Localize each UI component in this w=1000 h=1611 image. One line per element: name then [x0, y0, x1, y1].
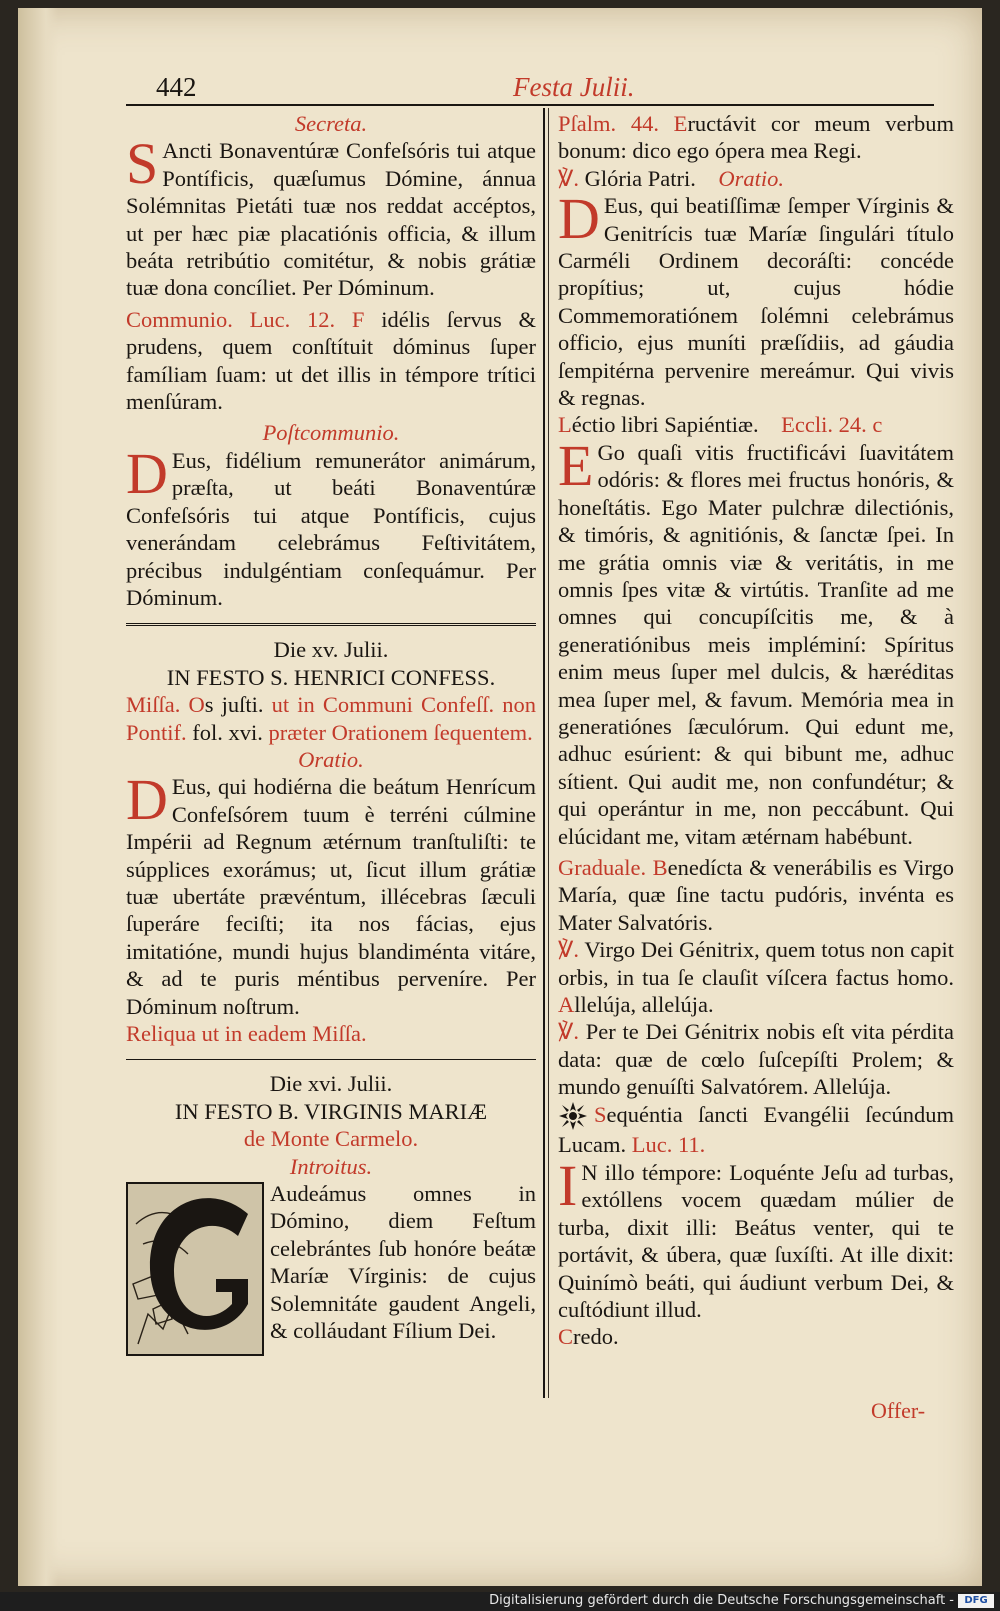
page-number: 442 — [156, 72, 197, 102]
drop-cap-e: E — [558, 432, 594, 498]
section-divider — [126, 623, 536, 626]
running-title: Festa Julii. — [513, 72, 635, 102]
communio-paragraph — [126, 306, 536, 416]
running-head — [118, 70, 922, 104]
postcommunio-text: Eus, fidélium remunerátor animárum, præſta, ut beáti Bonaventúræ Confeſsóris tui atque Pontíficis, cujus venerándam celebrámus Feſtivitátem, précibus indulgéntiam conſequámur. Per Dóminum. — [126, 447, 536, 610]
left-column — [126, 110, 536, 1356]
header-rule — [126, 104, 934, 106]
missa-line — [126, 691, 536, 746]
graduale-label: Graduale. B — [558, 854, 668, 880]
versicle-symbol-2: ℣. — [558, 1019, 580, 1045]
communio-label: Communio. Luc. 12. F — [126, 306, 365, 332]
versicle-symbol: ℣. — [558, 165, 580, 191]
alleluia-text: llelúja, allelúja. — [574, 992, 714, 1017]
lectio-text: éctio libri Sapiéntiæ. — [571, 412, 759, 438]
alleluia-cap: A — [558, 992, 575, 1017]
postcommunio-heading: Poſtcommunio. — [262, 420, 400, 446]
woodcut-initial-g — [126, 1182, 264, 1356]
oratio-text-right: Eus, qui beatiſſimæ ſemper Vírginis & Genitrícis tuæ Maríæ ſingulári título Carméli Ordinem decoráſti: concéde propítius; ut, cujus hódie Commemoratiónem ſolémni celebrámus officio, ejus muníti præſídiis, ad gáudia ſempitérna pervenire mereámur. Qui vivis & regnas. — [558, 193, 954, 411]
feast-title-henrici: IN FESTO S. HENRICI CONFESS. — [166, 664, 496, 690]
missa-label: Miſſa. O — [126, 692, 205, 718]
psalm-text: ructávit cor meum verbum bonum: dico ego ópera mea Regi. — [558, 111, 955, 164]
gloria-text: Glória Patri. — [584, 165, 696, 191]
drop-cap-s: S — [126, 131, 159, 197]
sequentia-reference: Luc. 11. — [631, 1132, 706, 1158]
versicle-1-text: Virgo Dei Génitrix, quem totus non capit orbis, in tua ſe clauſit víſcera factus homo. — [558, 937, 954, 990]
oratio-paragraph-right — [558, 186, 954, 411]
communio-text: idélis ſervus & prudens, quem conſtítuit dóminus ſuper famíliam ſuam: ut det illis in témpore trítici menſúram. — [126, 306, 537, 415]
section-divider-2 — [126, 1059, 536, 1060]
sequentia-line — [558, 1101, 954, 1159]
right-column — [558, 110, 954, 1351]
versicle-2-text: Per te Dei Génitrix nobis eſt vita pérdita data: quæ de cœlo ſuſcepíſti Prolem; & mundo genuíſti Salvatórem. Allelúja. — [558, 1019, 955, 1100]
missa-folio: fol. xvi. — [192, 719, 263, 745]
gospel-text: N illo témpore: Loquénte Jeſu ad turbas, extóllens vocem quædam múlier de turba, dixit illi: Beátus venter, qui te portávit, & úbera, quæ ſuxíſti. At ille dixit: Quinímò beáti, qui áudiunt verbum Dei, & cuſtódiunt illud. — [558, 1159, 954, 1322]
secreta-paragraph — [126, 131, 536, 301]
secreta-heading: Secreta. — [294, 111, 368, 136]
sequentia-cap: S — [594, 1101, 607, 1127]
date-heading-xvi: Die xvi. Julii. — [269, 1071, 393, 1097]
drop-cap-d-2: D — [126, 767, 168, 833]
column-divider-inner — [548, 108, 549, 1398]
digitization-credit: Digitalisierung gefördert durch die Deutsche Forschungsgemeinschaft - — [489, 1593, 954, 1608]
secreta-text: Ancti Bonaventúræ Confeſsóris tui atque Pontíficis, quæſumus Dómine, ánnua Solémnitas Pietáti tuæ nos reddat accéptos, ut per hæc piæ placatiónis officia, & illum beáta retribútio comitétur, & nobis grátiæ tuæ dona concíliet. Per Dóminum. — [126, 138, 536, 301]
woodcut-image — [128, 1184, 262, 1354]
oratio-paragraph-left — [126, 767, 536, 1020]
missa-communi: ut in Communi Confeſſ. non Pontif. — [126, 692, 537, 745]
graduale-paragraph — [558, 854, 954, 936]
versicle-1 — [558, 936, 954, 1018]
book-page — [18, 8, 982, 1586]
credo-line — [558, 1323, 954, 1350]
gloria-line — [558, 165, 954, 192]
oratio-heading-right: Oratio. — [718, 165, 785, 191]
lectio-paragraph — [558, 432, 954, 850]
feast-title-mariae: IN FESTO B. VIRGINIS MARIÆ — [174, 1098, 488, 1124]
credo-text: redo. — [573, 1324, 619, 1350]
postcommunio-paragraph — [126, 440, 536, 611]
psalm-line — [558, 110, 954, 165]
drop-cap-i: I — [558, 1152, 578, 1218]
introitus-block — [126, 1180, 536, 1344]
gospel-paragraph — [558, 1152, 954, 1323]
feast-subtitle-carmelo: de Monte Carmelo. — [243, 1126, 419, 1152]
catchword: Offer- — [871, 1398, 926, 1423]
column-divider — [543, 108, 545, 1398]
oratio-heading-left: Oratio. — [298, 746, 364, 772]
oratio-text-left: Eus, qui hodiérna die beátum Henrícum Confeſsórem tuum è terréni cúlmine Impérii ad Regnum ætérnum tranſtuliſti: te súpplices exorámus; ut, ſicut illum grátiæ tuæ ubertáte prævéntum, illécebras ſæculi ſuperáre feciſti; ita nos fácias, ejus imitatióne, mundi hujus blandiménta vitáre, & ad te puris méntibus perveníre. Per Dóminum noſtrum. — [126, 774, 536, 1019]
credo-cap: C — [558, 1324, 574, 1350]
reliqua-note: Reliqua ut in eadem Miſſa. — [126, 1021, 367, 1046]
fleuron-ornament-icon — [558, 1101, 588, 1131]
lectio-cap: L — [558, 412, 572, 438]
versicle-2 — [558, 1018, 954, 1100]
drop-cap-d: D — [126, 440, 168, 506]
date-heading-xv: Die xv. Julii. — [273, 637, 389, 663]
dfg-logo: DFG — [958, 1594, 994, 1608]
versicle-symbol-1: ℣. — [558, 937, 580, 963]
lectio-line — [558, 411, 954, 438]
missa-praeter: præter Orationem ſequentem. — [268, 719, 533, 745]
psalm-label: Pſalm. 44. E — [558, 111, 688, 136]
page-gutter-shadow — [18, 8, 58, 1586]
lectio-body: Go quaſi vitis fructificávi ſuavitátem odóris: & flores mei fructus honóris, & honeſtátis. Ego Mater pulchræ dilectiónis, & timóris, & agnitiónis, & ſanctæ ſpei. In me grátia omnis viæ & veritátis, in me omnis ſpes vitæ & virtútis. Tranſite ad me omnes qui concupíſcitis me, & à generatiónibus meis impléminí: Spíritus enim meus ſuper mel dulcis, & hæréditas mea ſuper mel, & favum. Memória mea in generatiónes ſæculórum. Qui edunt me, adhuc esúrient: & qui bibunt me, adhuc sítient. Qui audit me, non confundétur; & qui operántur in me, non peccábunt. Qui elúcidant me, vitam ætérnam habébunt. — [558, 439, 954, 849]
introitus-text: Audeámus omnes in Dómino, diem Feſtum celebrántes ſub honóre beátæ Maríæ Vírginis: de cujus Solemnitáte gaudent Angeli, & colláudant Fílium Dei. — [270, 1181, 536, 1344]
drop-cap-d-3: D — [558, 186, 600, 252]
graduale-text: enedícta & venerábilis es Virgo María, quæ ſine tactu pudóris, invénta es Mater Salvatóris. — [558, 854, 954, 935]
lectio-reference: Eccli. 24. c — [781, 412, 883, 438]
introitus-heading: Introitus. — [289, 1153, 373, 1179]
sequentia-text: equéntia ſancti Evangélii ſecúndum Lucam. — [558, 1101, 954, 1158]
missa-os-justi: s juſti. — [204, 692, 264, 718]
